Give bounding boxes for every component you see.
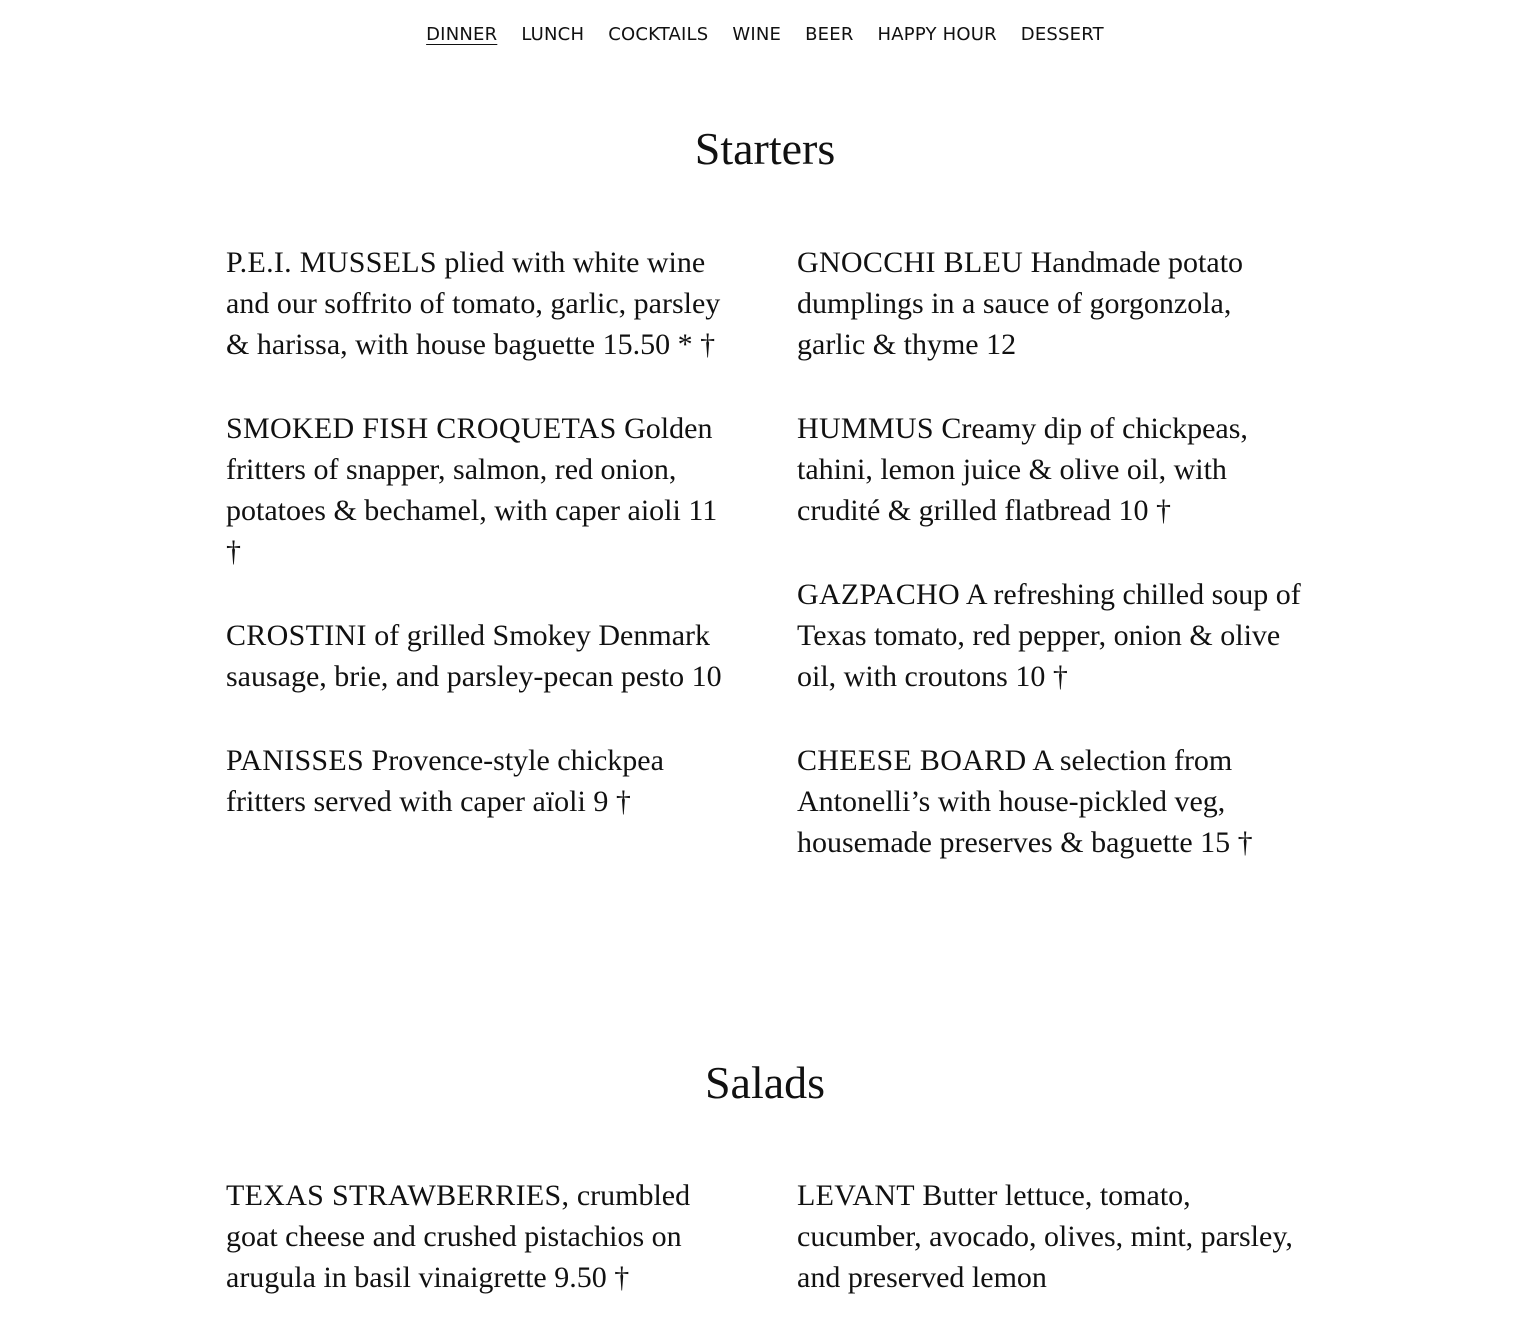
menu-item-name: SMOKED FISH CROQUETAS — [226, 412, 617, 445]
menu-item — [226, 615, 736, 697]
menu-item-description: of grilled Smokey Denmark sausage, brie, and parsley-pecan pesto 10 — [226, 619, 722, 693]
salads-left-column — [226, 1175, 736, 1341]
menu-item-name: CHEESE BOARD — [797, 744, 1027, 777]
nav-wine-link[interactable]: WINE — [732, 24, 782, 45]
menu-item-name: GAZPACHO — [797, 578, 960, 611]
starters-right-column — [797, 242, 1307, 906]
menu-item — [226, 740, 736, 822]
menu-item-description: Butter lettuce, tomato, cucumber, avocado, olives, mint, parsley, and preserved lemon — [797, 1179, 1293, 1294]
menu-item-name: HUMMUS — [797, 412, 934, 445]
starters-left-column — [226, 242, 736, 865]
menu-item-description: plied with white wine and our soffrito of tomato, garlic, parsley & harissa, with house baguette 15.50 * † — [226, 246, 721, 361]
nav-dessert-link[interactable]: DESSERT — [1020, 24, 1104, 45]
salads-right-column — [797, 1175, 1307, 1341]
menu-item-description: Golden fritters of snapper, salmon, red onion, potatoes & bechamel, with caper aioli 11 † — [226, 412, 718, 568]
salads-heading: Salads — [704, 1057, 826, 1108]
menu-item — [797, 740, 1307, 863]
menu-item-name: P.E.I. MUSSELS — [226, 246, 437, 279]
menu-item — [797, 574, 1307, 697]
menu-item-description: A refreshing chilled soup of Texas tomato, red pepper, onion & olive oil, with croutons 10 † — [797, 578, 1301, 693]
menu-item-name: TEXAS STRAWBERRIES, — [226, 1179, 570, 1212]
menu-item — [226, 408, 736, 572]
menu-item — [797, 1175, 1307, 1298]
menu-item-name: GNOCCHI BLEU — [797, 246, 1024, 279]
nav-happy-hour-link[interactable]: HAPPY HOUR — [877, 24, 997, 45]
menu-item-description: Handmade potato dumplings in a sauce of gorgonzola, garlic & thyme 12 — [797, 246, 1244, 361]
nav-dinner-link[interactable]: DINNER — [426, 24, 498, 45]
menu-item — [226, 242, 736, 365]
menu-item-description: Provence-style chickpea fritters served with caper aïoli 9 † — [226, 744, 664, 818]
nav-cocktails-link[interactable]: COCKTAILS — [608, 24, 709, 45]
menu-item-description: A selection from Antonelli’s with house-pickled veg, housemade preserves & baguette 15 † — [797, 744, 1253, 859]
menu-item-name: LEVANT — [797, 1179, 915, 1212]
nav-lunch-link[interactable]: LUNCH — [521, 24, 585, 45]
menu-item-description: crumbled goat cheese and crushed pistachios on arugula in basil vinaigrette 9.50 † — [226, 1179, 691, 1294]
menu-item — [226, 1175, 736, 1298]
menu-item-name: CROSTINI — [226, 619, 367, 652]
menu-item — [797, 242, 1307, 365]
starters-heading: Starters — [694, 123, 836, 174]
menu-item — [797, 408, 1307, 531]
menu-item-description: Creamy dip of chickpeas, tahini, lemon juice & olive oil, with crudité & grilled flatbread 10 † — [797, 412, 1248, 527]
menu-item-name: PANISSES — [226, 744, 365, 777]
nav-beer-link[interactable]: BEER — [805, 24, 854, 45]
menu-nav — [0, 22, 1530, 48]
